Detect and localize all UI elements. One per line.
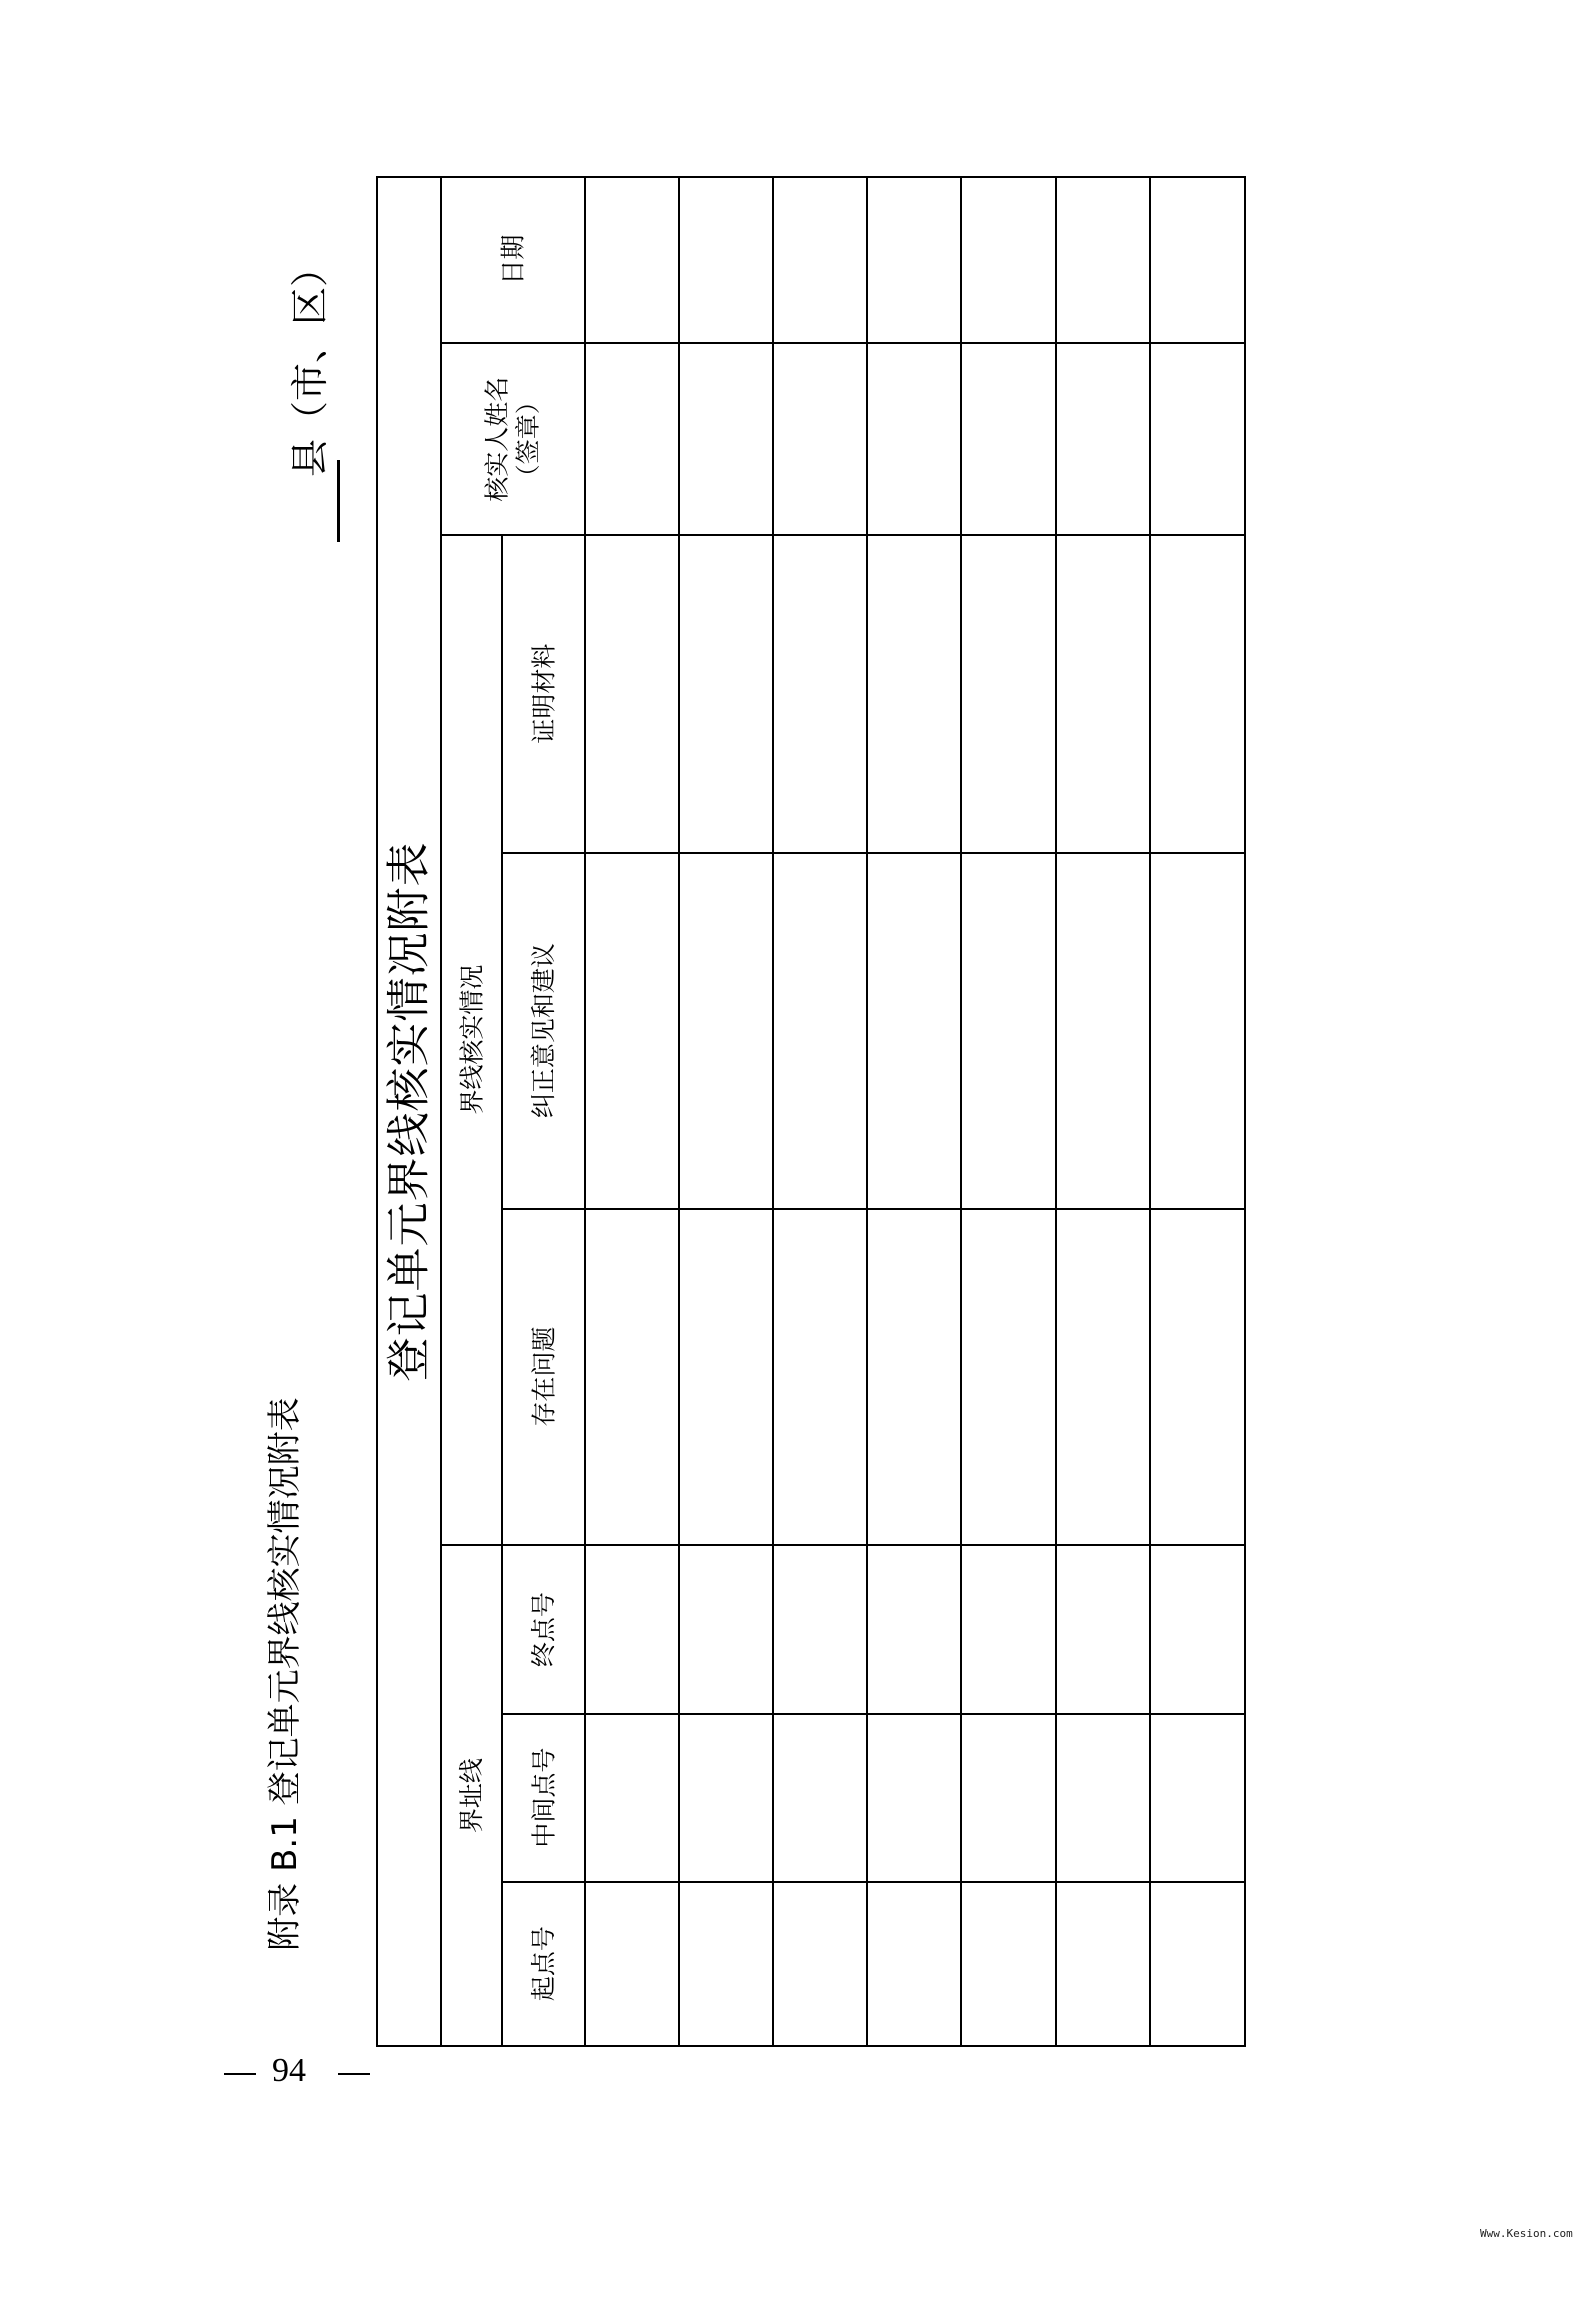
group-header-boundary xyxy=(442,1546,501,2045)
group-header-verification xyxy=(442,536,501,1544)
header-corrections xyxy=(503,854,584,1208)
data-row[interactable] xyxy=(868,178,960,2045)
header-start-point xyxy=(503,1883,584,2045)
verifier-seal-text: （签章） xyxy=(513,388,543,490)
data-row[interactable] xyxy=(962,178,1055,2045)
table-title-cell xyxy=(378,178,440,2045)
header-evidence xyxy=(503,536,584,852)
page-number: 94 xyxy=(272,2052,306,2089)
data-row[interactable] xyxy=(1057,178,1149,2045)
middle-point-label: 中间点号 xyxy=(528,1747,558,1849)
data-row[interactable] xyxy=(680,178,772,2045)
verifier-name-text: 核实人姓名 xyxy=(482,376,512,502)
verifier-label xyxy=(482,376,545,501)
data-row[interactable] xyxy=(1151,178,1244,2045)
appendix-heading: 附录 B.1 登记单元界线核实情况附表 xyxy=(265,1397,305,1951)
watermark: Www.Kesion.com xyxy=(1480,2227,1573,2240)
group-boundary-label: 界址线 xyxy=(456,1757,486,1834)
corrections-label: 纠正意见和建议 xyxy=(528,943,558,1119)
evidence-label: 证明材料 xyxy=(528,643,558,745)
problems-label: 存在问题 xyxy=(528,1326,558,1428)
start-point-label: 起点号 xyxy=(528,1926,558,2002)
table-title: 登记单元界线核实情况附表 xyxy=(383,841,435,1382)
date-label: 日期 xyxy=(498,234,528,286)
table-border-bottom xyxy=(376,2045,1246,2047)
header-problems xyxy=(503,1210,584,1544)
end-point-label: 终点号 xyxy=(528,1591,558,1668)
header-middle-point xyxy=(503,1715,584,1881)
county-label: 县（市、区） xyxy=(288,249,332,478)
header-end-point xyxy=(503,1546,584,1713)
header-date xyxy=(442,178,584,342)
data-row[interactable] xyxy=(586,178,678,2045)
table-border-right xyxy=(1244,176,1246,2047)
header-verifier xyxy=(442,344,584,534)
data-row[interactable] xyxy=(774,178,866,2045)
group-verification-label: 界线核实情况 xyxy=(456,964,486,1116)
